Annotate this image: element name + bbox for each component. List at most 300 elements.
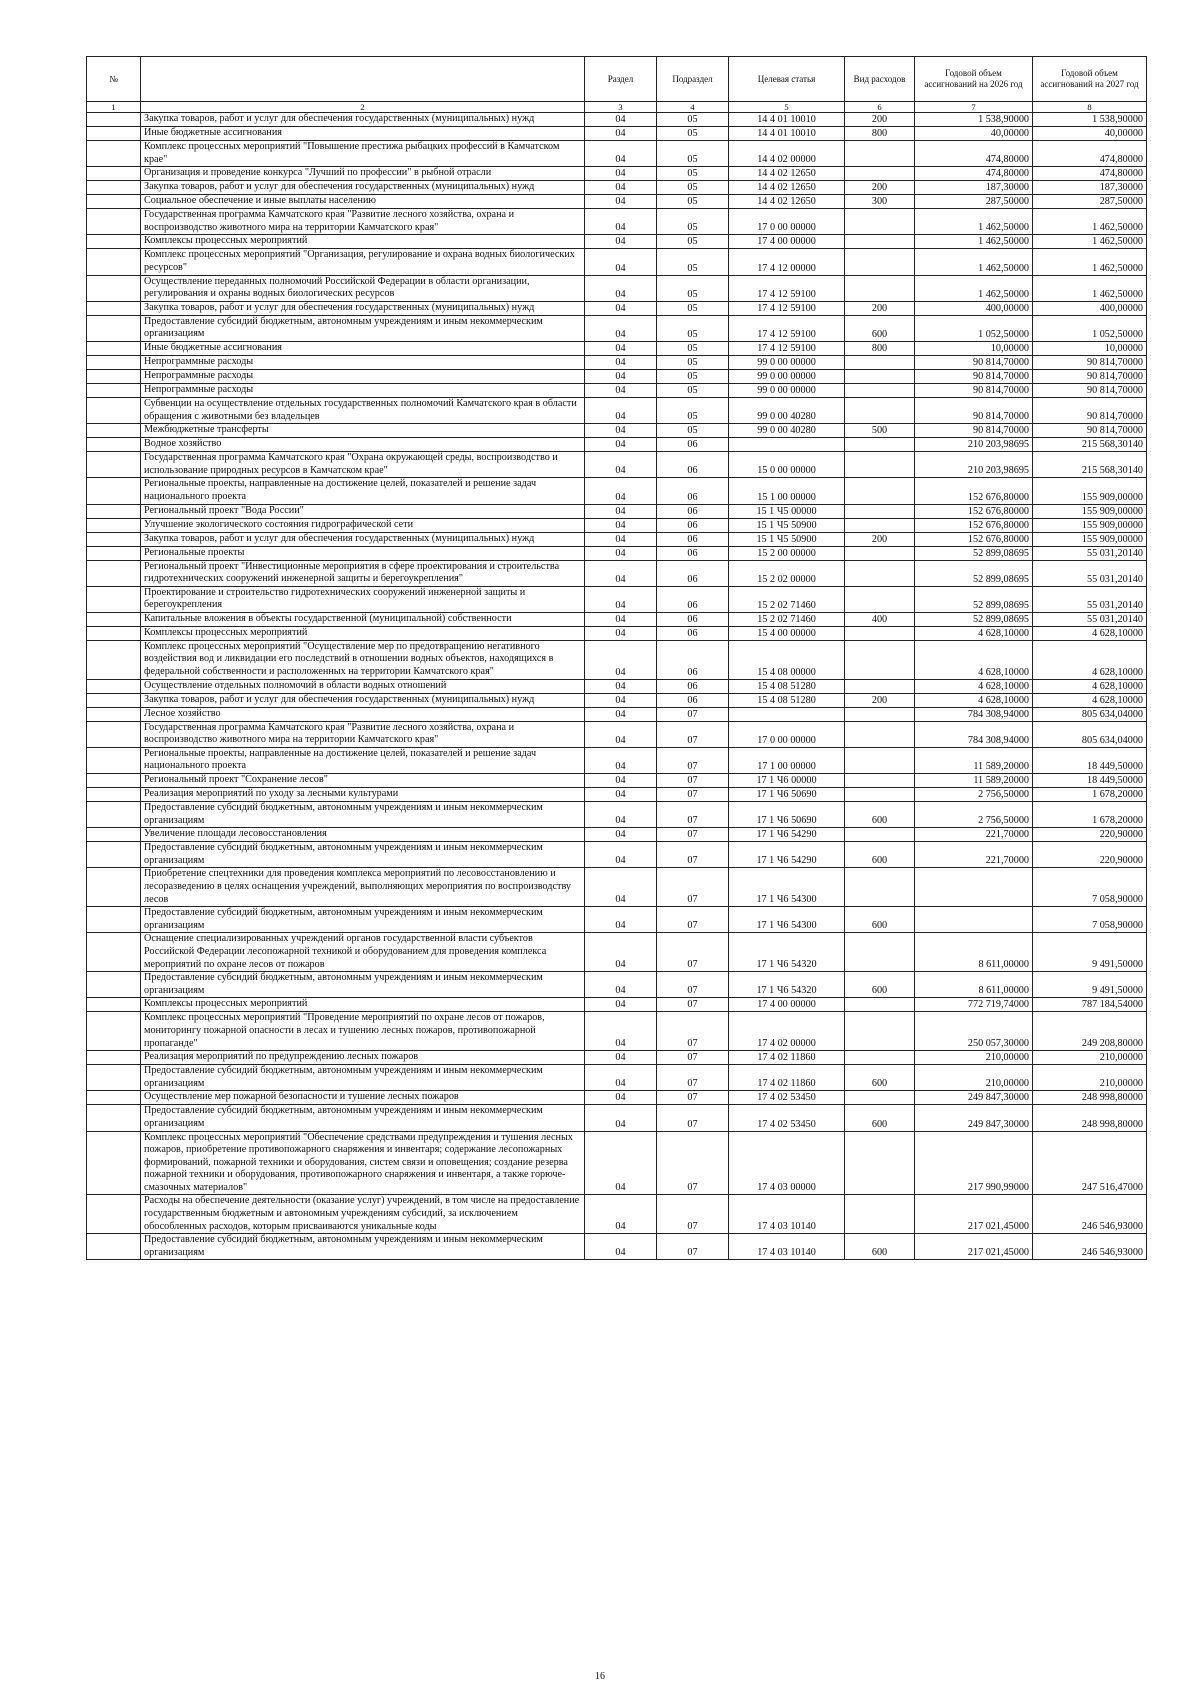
razdel-cell: 04 (585, 640, 657, 679)
allocation-2027-cell: 90 814,70000 (1033, 369, 1147, 383)
target-article-cell: 14 4 02 12650 (729, 181, 845, 195)
expense-type-cell (845, 707, 915, 721)
target-article-cell: 17 4 12 59100 (729, 315, 845, 341)
expense-type-cell (845, 560, 915, 586)
table-row (87, 842, 1147, 868)
podrazdel-cell: 07 (657, 828, 729, 842)
target-article-cell: 17 1 Ч6 54300 (729, 907, 845, 933)
item-name-cell: Предоставление субсидий бюджетным, автономным учреждениям и иным некоммерческим организациям (141, 1105, 585, 1131)
razdel-cell: 04 (585, 167, 657, 181)
item-name-cell: Социальное обеспечение и иные выплаты населению (141, 195, 585, 209)
allocation-2026-cell: 90 814,70000 (915, 383, 1033, 397)
item-name-cell: Комплекс процессных мероприятий "Повышение престижа рыбацких профессий в Камчатском крае" (141, 141, 585, 167)
allocation-2027-cell: 400,00000 (1033, 301, 1147, 315)
target-article-cell: 15 2 02 00000 (729, 560, 845, 586)
podrazdel-cell: 07 (657, 907, 729, 933)
target-article-cell: 17 1 Ч6 54320 (729, 972, 845, 998)
table-row (87, 788, 1147, 802)
allocation-2026-cell: 11 589,20000 (915, 774, 1033, 788)
row-number-cell (87, 788, 141, 802)
razdel-cell: 04 (585, 707, 657, 721)
table-row (87, 209, 1147, 235)
expense-type-cell (845, 1051, 915, 1065)
row-number-cell (87, 828, 141, 842)
row-number-cell (87, 747, 141, 773)
expense-type-cell (845, 828, 915, 842)
table-row (87, 195, 1147, 209)
row-number-cell (87, 707, 141, 721)
target-article-cell: 15 2 02 71460 (729, 586, 845, 612)
row-number-cell (87, 1065, 141, 1091)
razdel-cell: 04 (585, 478, 657, 504)
podrazdel-cell: 05 (657, 424, 729, 438)
allocation-2027-cell: 55 031,20140 (1033, 560, 1147, 586)
podrazdel-cell: 06 (657, 693, 729, 707)
razdel-cell: 04 (585, 693, 657, 707)
expense-type-cell (845, 355, 915, 369)
item-name-cell: Предоставление субсидий бюджетным, автономным учреждениям и иным некоммерческим организациям (141, 972, 585, 998)
allocation-2026-cell: 772 719,74000 (915, 998, 1033, 1012)
allocation-2026-cell: 8 611,00000 (915, 933, 1033, 972)
expense-type-cell (845, 167, 915, 181)
expense-type-cell: 800 (845, 341, 915, 355)
allocation-2027-cell: 90 814,70000 (1033, 383, 1147, 397)
row-number-cell (87, 612, 141, 626)
allocation-2026-cell: 1 462,50000 (915, 209, 1033, 235)
item-name-cell: Осуществление переданных полномочий Российской Федерации в области организации, регулирования и охраны водных биологических ресурсов (141, 275, 585, 301)
allocation-2027-cell: 1 462,50000 (1033, 275, 1147, 301)
podrazdel-cell: 07 (657, 707, 729, 721)
razdel-cell: 04 (585, 397, 657, 423)
allocation-2027-cell: 90 814,70000 (1033, 355, 1147, 369)
podrazdel-cell: 06 (657, 640, 729, 679)
podrazdel-cell: 05 (657, 301, 729, 315)
table-row (87, 504, 1147, 518)
row-number-cell (87, 209, 141, 235)
allocation-2027-cell: 215 568,30140 (1033, 438, 1147, 452)
allocation-2026-cell: 250 057,30000 (915, 1012, 1033, 1051)
item-name-cell: Комплексы процессных мероприятий (141, 998, 585, 1012)
allocation-2027-cell: 1 462,50000 (1033, 235, 1147, 249)
allocation-2026-cell: 210,00000 (915, 1065, 1033, 1091)
row-number-cell (87, 802, 141, 828)
allocation-2026-cell: 152 676,80000 (915, 478, 1033, 504)
table-row (87, 546, 1147, 560)
allocation-2027-cell: 7 058,90000 (1033, 868, 1147, 907)
item-name-cell: Лесное хозяйство (141, 707, 585, 721)
table-row (87, 721, 1147, 747)
podrazdel-cell: 06 (657, 478, 729, 504)
allocation-2026-cell: 152 676,80000 (915, 504, 1033, 518)
target-article-cell: 15 1 Ч5 50900 (729, 532, 845, 546)
razdel-cell: 04 (585, 341, 657, 355)
page-number: 16 (595, 1671, 605, 1682)
item-name-cell: Иные бюджетные ассигнования (141, 341, 585, 355)
podrazdel-cell: 05 (657, 209, 729, 235)
table-row (87, 181, 1147, 195)
row-number-cell (87, 167, 141, 181)
target-article-cell: 15 2 02 71460 (729, 612, 845, 626)
expense-type-cell (845, 1195, 915, 1234)
podrazdel-cell: 05 (657, 249, 729, 275)
target-article-cell: 17 1 Ч6 54320 (729, 933, 845, 972)
allocation-2027-cell: 55 031,20140 (1033, 612, 1147, 626)
table-row (87, 679, 1147, 693)
allocation-2026-cell: 52 899,08695 (915, 546, 1033, 560)
target-article-cell: 17 4 02 11860 (729, 1051, 845, 1065)
item-name-cell: Государственная программа Камчатского края "Развитие лесного хозяйства, охрана и воспроизводство животного мира на территории Камчатского края" (141, 209, 585, 235)
target-article-cell: 17 4 03 10140 (729, 1195, 845, 1234)
expense-type-cell (845, 868, 915, 907)
item-name-cell: Закупка товаров, работ и услуг для обеспечения государственных (муниципальных) нужд (141, 693, 585, 707)
expense-type-cell (845, 721, 915, 747)
expense-type-cell: 600 (845, 972, 915, 998)
item-name-cell: Комплекс процессных мероприятий "Организация, регулирование и охрана водных биологических ресурсов" (141, 249, 585, 275)
expense-type-cell (845, 452, 915, 478)
header-name (141, 57, 585, 102)
item-name-cell: Оснащение специализированных учреждений органов государственной власти субъектов Российской Федерации лесопожарной техникой и оборудованием для проведения комплекса мероприятий по охране лесов от пожаров (141, 933, 585, 972)
target-article-cell: 17 4 12 59100 (729, 301, 845, 315)
allocation-2026-cell: 10,00000 (915, 341, 1033, 355)
podrazdel-cell: 05 (657, 383, 729, 397)
razdel-cell: 04 (585, 438, 657, 452)
expense-type-cell (845, 586, 915, 612)
razdel-cell: 04 (585, 532, 657, 546)
table-row (87, 868, 1147, 907)
razdel-cell: 04 (585, 518, 657, 532)
target-article-cell: 17 4 00 00000 (729, 998, 845, 1012)
item-name-cell: Непрограммные расходы (141, 369, 585, 383)
item-name-cell: Реализация мероприятий по уходу за лесными культурами (141, 788, 585, 802)
table-row (87, 235, 1147, 249)
target-article-cell: 17 4 02 53450 (729, 1091, 845, 1105)
expense-type-cell (845, 478, 915, 504)
allocation-2027-cell: 247 516,47000 (1033, 1131, 1147, 1195)
expense-type-cell: 400 (845, 612, 915, 626)
table-row (87, 1195, 1147, 1234)
item-name-cell: Межбюджетные трансферты (141, 424, 585, 438)
allocation-2027-cell: 220,90000 (1033, 842, 1147, 868)
allocation-2027-cell: 210,00000 (1033, 1051, 1147, 1065)
podrazdel-cell: 07 (657, 774, 729, 788)
row-number-cell (87, 933, 141, 972)
row-number-cell (87, 452, 141, 478)
podrazdel-cell: 06 (657, 679, 729, 693)
expense-type-cell (845, 998, 915, 1012)
target-article-cell (729, 438, 845, 452)
item-name-cell: Закупка товаров, работ и услуг для обеспечения государственных (муниципальных) нужд (141, 181, 585, 195)
target-article-cell: 17 1 Ч6 54290 (729, 842, 845, 868)
allocation-2026-cell: 249 847,30000 (915, 1105, 1033, 1131)
column-number: 5 (729, 102, 845, 113)
allocation-2027-cell: 187,30000 (1033, 181, 1147, 195)
expense-type-cell: 600 (845, 802, 915, 828)
row-number-cell (87, 249, 141, 275)
table-row (87, 1105, 1147, 1131)
target-article-cell: 17 1 Ч6 50690 (729, 802, 845, 828)
razdel-cell: 04 (585, 1065, 657, 1091)
item-name-cell: Комплекс процессных мероприятий "Обеспечение средствами предупреждения и тушения лесных пожаров, приобретение противопожарного снаряжения и инвентаря; содержание лесопожарных формирований, пожарной техники и оборудования, систем связи и оповещения; создание резерва пожарной техники и оборудования, противопожарного снаряжения и инвентаря, а также горюче-смазочных материалов" (141, 1131, 585, 1195)
table-row (87, 774, 1147, 788)
column-number: 1 (87, 102, 141, 113)
row-number-cell (87, 195, 141, 209)
target-article-cell: 99 0 00 40280 (729, 397, 845, 423)
allocation-2027-cell: 805 634,04000 (1033, 721, 1147, 747)
expense-type-cell: 200 (845, 113, 915, 127)
table-row (87, 127, 1147, 141)
row-number-cell (87, 1195, 141, 1234)
podrazdel-cell: 07 (657, 1234, 729, 1260)
razdel-cell: 04 (585, 788, 657, 802)
podrazdel-cell: 07 (657, 1051, 729, 1065)
table-row (87, 560, 1147, 586)
podrazdel-cell: 07 (657, 933, 729, 972)
podrazdel-cell: 07 (657, 721, 729, 747)
item-name-cell: Проектирование и строительство гидротехнических сооружений инженерной защиты и берегоукрепления (141, 586, 585, 612)
row-number-cell (87, 1051, 141, 1065)
allocation-2026-cell: 217 990,99000 (915, 1131, 1033, 1195)
allocation-2026-cell: 210 203,98695 (915, 438, 1033, 452)
allocation-2027-cell: 18 449,50000 (1033, 747, 1147, 773)
table-row (87, 452, 1147, 478)
razdel-cell: 04 (585, 933, 657, 972)
table-row (87, 933, 1147, 972)
podrazdel-cell: 05 (657, 167, 729, 181)
item-name-cell: Региональные проекты (141, 546, 585, 560)
razdel-cell: 04 (585, 560, 657, 586)
allocation-2027-cell: 1 678,20000 (1033, 788, 1147, 802)
item-name-cell: Комплекс процессных мероприятий "Проведение мероприятий по охране лесов от пожаров, мониторингу пожарной опасности в лесах и тушению лесных пожаров, противопожарной пропаганде" (141, 1012, 585, 1051)
allocation-2026-cell: 4 628,10000 (915, 679, 1033, 693)
podrazdel-cell: 06 (657, 560, 729, 586)
table-row (87, 1065, 1147, 1091)
item-name-cell: Предоставление субсидий бюджетным, автономным учреждениям и иным некоммерческим организациям (141, 1065, 585, 1091)
allocation-2026-cell: 152 676,80000 (915, 532, 1033, 546)
podrazdel-cell: 07 (657, 747, 729, 773)
podrazdel-cell: 05 (657, 369, 729, 383)
allocation-2027-cell: 155 909,00000 (1033, 478, 1147, 504)
row-number-cell (87, 504, 141, 518)
target-article-cell: 17 4 02 53450 (729, 1105, 845, 1131)
razdel-cell: 04 (585, 868, 657, 907)
razdel-cell: 04 (585, 1091, 657, 1105)
table-row (87, 972, 1147, 998)
allocation-2026-cell (915, 907, 1033, 933)
allocation-2026-cell (915, 868, 1033, 907)
expense-type-cell: 200 (845, 181, 915, 195)
allocation-2027-cell: 248 998,80000 (1033, 1091, 1147, 1105)
expense-type-cell (845, 679, 915, 693)
expense-type-cell (845, 788, 915, 802)
allocation-2026-cell: 1 462,50000 (915, 275, 1033, 301)
table-row (87, 275, 1147, 301)
target-article-cell: 15 4 08 00000 (729, 640, 845, 679)
expense-type-cell: 600 (845, 1105, 915, 1131)
target-article-cell: 99 0 00 00000 (729, 369, 845, 383)
allocation-2026-cell: 40,00000 (915, 127, 1033, 141)
header-podrazdel: Подраздел (657, 57, 729, 102)
allocation-2026-cell: 1 462,50000 (915, 249, 1033, 275)
target-article-cell: 17 4 03 00000 (729, 1131, 845, 1195)
allocation-2026-cell: 2 756,50000 (915, 802, 1033, 828)
podrazdel-cell: 06 (657, 504, 729, 518)
header-row (87, 57, 1147, 102)
row-number-cell (87, 1105, 141, 1131)
table-row (87, 113, 1147, 127)
podrazdel-cell: 06 (657, 452, 729, 478)
podrazdel-cell: 05 (657, 355, 729, 369)
table-row (87, 802, 1147, 828)
razdel-cell: 04 (585, 315, 657, 341)
allocation-2027-cell: 215 568,30140 (1033, 452, 1147, 478)
razdel-cell: 04 (585, 998, 657, 1012)
row-number-cell (87, 141, 141, 167)
expense-type-cell (845, 1012, 915, 1051)
allocation-2026-cell: 474,80000 (915, 167, 1033, 181)
razdel-cell: 04 (585, 1105, 657, 1131)
razdel-cell: 04 (585, 275, 657, 301)
podrazdel-cell: 07 (657, 1131, 729, 1195)
target-article-cell: 17 0 00 00000 (729, 721, 845, 747)
expense-type-cell (845, 774, 915, 788)
razdel-cell: 04 (585, 1131, 657, 1195)
table-body (87, 113, 1147, 1260)
allocation-2026-cell: 52 899,08695 (915, 586, 1033, 612)
allocation-2027-cell: 4 628,10000 (1033, 640, 1147, 679)
column-number: 2 (141, 102, 585, 113)
expense-type-cell: 300 (845, 195, 915, 209)
razdel-cell: 04 (585, 355, 657, 369)
item-name-cell: Улучшение экологического состояния гидрографической сети (141, 518, 585, 532)
podrazdel-cell: 05 (657, 397, 729, 423)
row-number-cell (87, 546, 141, 560)
item-name-cell: Государственная программа Камчатского края "Охрана окружающей среды, воспроизводство и использование природных ресурсов в Камчатском крае" (141, 452, 585, 478)
razdel-cell: 04 (585, 504, 657, 518)
allocation-2026-cell: 221,70000 (915, 828, 1033, 842)
target-article-cell: 15 1 00 00000 (729, 478, 845, 504)
target-article-cell: 15 4 08 51280 (729, 693, 845, 707)
expense-type-cell (845, 504, 915, 518)
expense-type-cell: 600 (845, 1065, 915, 1091)
target-article-cell: 15 4 08 51280 (729, 679, 845, 693)
row-number-cell (87, 355, 141, 369)
row-number-cell (87, 424, 141, 438)
item-name-cell: Организация и проведение конкурса "Лучший по профессии" в рыбной отрасли (141, 167, 585, 181)
table-row (87, 1131, 1147, 1195)
allocation-2027-cell: 7 058,90000 (1033, 907, 1147, 933)
table-row (87, 478, 1147, 504)
podrazdel-cell: 05 (657, 113, 729, 127)
row-number-cell (87, 560, 141, 586)
allocation-2026-cell: 210,00000 (915, 1051, 1033, 1065)
item-name-cell: Реализация мероприятий по предупреждению лесных пожаров (141, 1051, 585, 1065)
allocation-2027-cell: 4 628,10000 (1033, 626, 1147, 640)
expense-type-cell: 600 (845, 1234, 915, 1260)
target-article-cell: 17 4 03 10140 (729, 1234, 845, 1260)
item-name-cell: Предоставление субсидий бюджетным, автономным учреждениям и иным некоммерческим организациям (141, 1234, 585, 1260)
table-row (87, 747, 1147, 773)
razdel-cell: 04 (585, 747, 657, 773)
table-row (87, 1012, 1147, 1051)
expense-type-cell (845, 747, 915, 773)
allocation-2027-cell: 1 052,50000 (1033, 315, 1147, 341)
row-number-cell (87, 586, 141, 612)
allocation-2027-cell: 90 814,70000 (1033, 397, 1147, 423)
razdel-cell: 04 (585, 802, 657, 828)
razdel-cell: 04 (585, 209, 657, 235)
column-number: 4 (657, 102, 729, 113)
razdel-cell: 04 (585, 586, 657, 612)
table-row (87, 141, 1147, 167)
podrazdel-cell: 07 (657, 802, 729, 828)
podrazdel-cell: 05 (657, 341, 729, 355)
allocation-2026-cell: 474,80000 (915, 141, 1033, 167)
item-name-cell: Предоставление субсидий бюджетным, автономным учреждениям и иным некоммерческим организациям (141, 907, 585, 933)
item-name-cell: Субвенции на осуществление отдельных государственных полномочий Камчатского края в области обращения с животными без владельцев (141, 397, 585, 423)
allocation-2026-cell: 90 814,70000 (915, 369, 1033, 383)
allocation-2027-cell: 155 909,00000 (1033, 504, 1147, 518)
item-name-cell: Региональный проект "Сохранение лесов" (141, 774, 585, 788)
table-row (87, 301, 1147, 315)
row-number-cell (87, 341, 141, 355)
allocation-2027-cell: 1 678,20000 (1033, 802, 1147, 828)
allocation-2027-cell: 220,90000 (1033, 828, 1147, 842)
allocation-2026-cell: 1 538,90000 (915, 113, 1033, 127)
target-article-cell: 99 0 00 00000 (729, 355, 845, 369)
podrazdel-cell: 05 (657, 235, 729, 249)
table-row (87, 532, 1147, 546)
allocation-2026-cell: 52 899,08695 (915, 560, 1033, 586)
budget-table-container (86, 56, 1146, 1260)
razdel-cell: 04 (585, 1051, 657, 1065)
row-number-cell (87, 907, 141, 933)
allocation-2027-cell: 1 462,50000 (1033, 249, 1147, 275)
table-row (87, 315, 1147, 341)
table-row (87, 612, 1147, 626)
target-article-cell: 14 4 02 12650 (729, 167, 845, 181)
row-number-cell (87, 113, 141, 127)
row-number-cell (87, 127, 141, 141)
item-name-cell: Приобретение спецтехники для проведения комплекса мероприятий по лесовосстановлению и лесоразведению в целях оснащения учреждений, выполняющих мероприятия по воспроизводству лесов (141, 868, 585, 907)
target-article-cell: 17 4 12 00000 (729, 249, 845, 275)
target-article-cell: 15 1 Ч5 00000 (729, 504, 845, 518)
razdel-cell: 04 (585, 301, 657, 315)
expense-type-cell (845, 933, 915, 972)
table-row (87, 998, 1147, 1012)
razdel-cell: 04 (585, 113, 657, 127)
table-row (87, 707, 1147, 721)
razdel-cell: 04 (585, 1012, 657, 1051)
allocation-2026-cell: 217 021,45000 (915, 1234, 1033, 1260)
target-article-cell: 99 0 00 40280 (729, 424, 845, 438)
podrazdel-cell: 07 (657, 972, 729, 998)
podrazdel-cell: 06 (657, 532, 729, 546)
allocation-2026-cell: 784 308,94000 (915, 721, 1033, 747)
allocation-2027-cell: 248 998,80000 (1033, 1105, 1147, 1131)
item-name-cell: Комплекс процессных мероприятий "Осуществление мер по предотвращению негативного воздействия вод и ликвидации его последствий в отношении водных объектов, находящихся в федеральной собственности и расположенных на территории Камчатского края" (141, 640, 585, 679)
allocation-2026-cell: 4 628,10000 (915, 640, 1033, 679)
allocation-2027-cell: 10,00000 (1033, 341, 1147, 355)
item-name-cell: Осуществление отдельных полномочий в области водных отношений (141, 679, 585, 693)
allocation-2027-cell: 787 184,54000 (1033, 998, 1147, 1012)
razdel-cell: 04 (585, 141, 657, 167)
target-article-cell: 14 4 02 12650 (729, 195, 845, 209)
target-article-cell: 17 4 12 59100 (729, 275, 845, 301)
column-number: 6 (845, 102, 915, 113)
table-row (87, 907, 1147, 933)
item-name-cell: Комплексы процессных мероприятий (141, 235, 585, 249)
razdel-cell: 04 (585, 612, 657, 626)
